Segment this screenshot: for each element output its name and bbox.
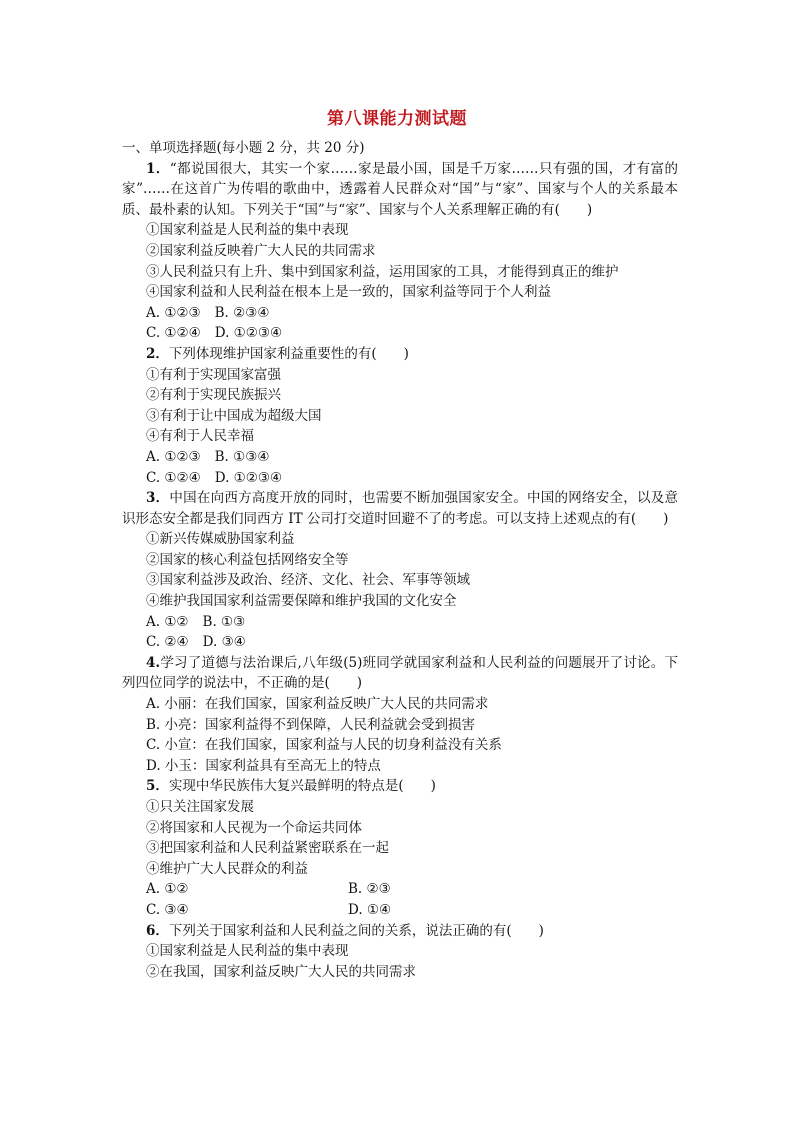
section-heading: 一、单项选择题(每小题 2 分，共 20 分) <box>122 140 365 156</box>
option-d: D. ①②③④ <box>214 469 283 486</box>
question-stem <box>122 653 678 694</box>
question-6 <box>122 921 678 983</box>
answer-options-row <box>122 879 678 900</box>
question-stem <box>122 344 678 365</box>
option-a: A. ①②③ <box>146 304 201 321</box>
question-text: 下列体现维护国家利益重要性的有( ) <box>168 345 409 362</box>
statement-item: ③把国家利益和人民利益紧密联系在一起 <box>146 840 389 857</box>
statement-item: ④国家利益和人民利益在根本上是一致的，国家利益等同于个人利益 <box>146 284 551 301</box>
option-c: C. ①②④ <box>146 469 201 486</box>
option-d: D. ①②③④ <box>214 325 283 342</box>
question-number: 3． <box>146 490 170 507</box>
statement-item: ①国家利益是人民利益的集中表现 <box>146 943 349 960</box>
question-text: “都说国很大，其实一个家……家是最小国，国是千万家……只有强的国，才有富的家”……在这首广为传唱的歌曲中，透露着人民群众对“国”与“家”、国家与个人的关系最本质、最朴素的认知。下列关于“国”与“家”、国家与个人关系理解正确的有( ) <box>122 160 678 218</box>
option-c: C. 小宣：在我们国家，国家利益与人民的切身利益没有关系 <box>146 737 502 754</box>
statement-item: ④维护广大人民群众的利益 <box>146 860 308 877</box>
answer-options-row <box>122 468 678 489</box>
answer-options-row <box>122 303 678 324</box>
option-a: A. 小丽：在我们国家，国家利益反映广大人民的共同需求 <box>146 696 489 713</box>
document-body <box>122 138 678 982</box>
option-b: B. ②③ <box>348 881 391 898</box>
question-text: 下列关于国家利益和人民利益之间的关系，说法正确的有( ) <box>168 922 544 939</box>
statement-item: ④维护我国国家利益需要保障和维护我国的文化安全 <box>146 593 457 610</box>
question-stem <box>122 159 678 221</box>
option-a: A. ①② <box>146 881 189 898</box>
statement-item: ③人民利益只有上升、集中到国家利益，运用国家的工具，才能得到真正的维护 <box>146 263 619 280</box>
answer-options-row <box>122 612 678 633</box>
statement-item: ①国家利益是人民利益的集中表现 <box>146 222 349 239</box>
option-b: B. ①③④ <box>214 448 270 465</box>
question-number: 5． <box>146 778 169 795</box>
question-text: 实现中华民族伟大复兴最鲜明的特点是( ) <box>168 778 436 795</box>
statement-item: ④有利于人民幸福 <box>146 428 254 445</box>
question-number: 2． <box>146 345 169 362</box>
statement-item: ①只关注国家发展 <box>146 799 254 815</box>
question-number: 1． <box>146 160 170 177</box>
statement-item: ②有利于实现民族振兴 <box>146 387 281 404</box>
statement-item: ①新兴传媒威胁国家利益 <box>146 531 295 548</box>
statement-item: ③国家利益涉及政治、经济、文化、社会、军事等领域 <box>146 572 470 589</box>
answer-options-row <box>122 900 678 921</box>
question-1 <box>122 159 678 344</box>
question-stem <box>122 488 678 529</box>
question-stem <box>122 776 678 797</box>
answer-options-row <box>122 447 678 468</box>
option-a: A. ①②③ <box>146 448 201 465</box>
question-text: 学习了道德与法治课后,八年级(5)班同学就国家利益和人民利益的问题展开了讨论。下列四位同学的说法中，不正确的是( ) <box>122 654 678 692</box>
option-c: C. ②④ <box>146 634 189 651</box>
statement-item: ②国家利益反映着广大人民的共同需求 <box>146 242 376 259</box>
statement-item: ②在我国，国家利益反映广大人民的共同需求 <box>146 963 416 980</box>
statement-item: ③有利于让中国成为超级大国 <box>146 407 322 424</box>
statement-item: ①有利于实现国家富强 <box>146 366 281 383</box>
option-d: D. ①④ <box>348 901 392 918</box>
option-c: C. ③④ <box>146 901 189 918</box>
question-4 <box>122 653 678 777</box>
option-b: B. 小亮：国家利益得不到保障，人民利益就会受到损害 <box>146 716 476 733</box>
answer-options-row <box>122 323 678 344</box>
statement-item: ②将国家和人民视为一个命运共同体 <box>146 819 362 836</box>
statement-item: ②国家的核心利益包括网络安全等 <box>146 551 349 568</box>
answer-options-row <box>122 632 678 653</box>
option-c: C. ①②④ <box>146 325 201 342</box>
question-number: 4. <box>146 654 161 671</box>
option-b: B. ①③ <box>202 613 246 630</box>
question-stem <box>122 921 678 942</box>
option-a: A. ①② <box>146 613 189 630</box>
question-text: 中国在向西方高度开放的同时，也需要不断加强国家安全。中国的网络安全，以及意识形态安全都是我们同西方 IT 公司打交道时回避不了的考虑。可以支持上述观点的有( ) <box>122 490 678 527</box>
option-d: D. 小玉：国家利益具有至高无上的特点 <box>146 757 381 774</box>
question-2 <box>122 344 678 488</box>
question-5 <box>122 776 678 920</box>
option-d: D. ③④ <box>202 634 246 651</box>
page-title: 第八课能力测试题 <box>327 109 467 129</box>
question-3 <box>122 488 678 653</box>
question-number: 6． <box>146 922 169 939</box>
option-b: B. ②③④ <box>214 304 270 321</box>
